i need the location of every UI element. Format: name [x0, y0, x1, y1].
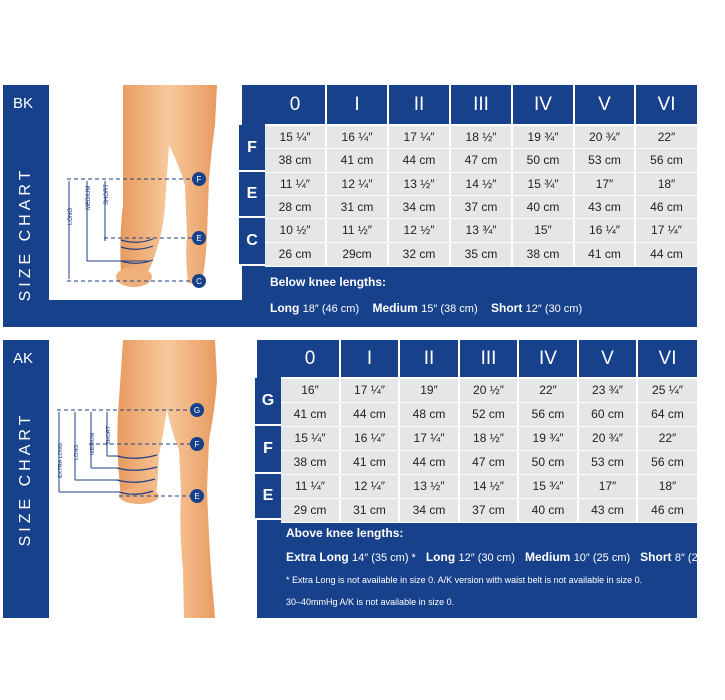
ak-note-compression: 30–40mmHg A/K is not available in size 0.	[286, 597, 455, 607]
table-cell: 17 ¼″	[635, 218, 697, 242]
table-cell: 22″	[637, 426, 697, 450]
bk-short-label: SHORT	[104, 184, 110, 205]
table-cell: 12 ¼″	[340, 474, 399, 498]
table-cell: 38 cm	[265, 148, 326, 172]
table-cell: 11 ¼″	[265, 172, 326, 195]
table-cell: 52 cm	[459, 402, 518, 426]
bk-length-medium-name: Medium	[372, 301, 418, 315]
table-cell: 53 cm	[574, 148, 635, 172]
table-cell: 29cm	[326, 242, 388, 266]
table-cell: 34 cm	[388, 195, 450, 218]
table-cell: 56 cm	[635, 148, 697, 172]
bk-footer-title: Below knee lengths:	[270, 275, 387, 289]
table-cell: 64 cm	[637, 402, 697, 426]
table-cell: 16 ¼″	[340, 426, 399, 450]
ak-marker-g	[190, 403, 204, 417]
table-cell: 40 cm	[518, 498, 578, 522]
ak-col-0: 0	[281, 340, 340, 378]
bk-long-label: LONG	[68, 207, 74, 225]
ak-row-label-f: F	[255, 426, 281, 474]
ak-row-f-imperial	[281, 426, 697, 450]
bk-length-medium-value: 15″ (38 cm)	[421, 303, 478, 315]
ak-header-row	[281, 340, 697, 378]
bk-size-table	[265, 85, 697, 267]
ak-length-extra-long-value: 14″ (35 cm) *	[352, 552, 416, 564]
table-cell: 29 cm	[281, 498, 340, 522]
table-cell: 15″	[512, 218, 574, 242]
bk-row-f-metric	[265, 148, 697, 172]
table-cell: 18 ½″	[459, 426, 518, 450]
table-cell: 44 cm	[388, 148, 450, 172]
bk-leg-illustration	[49, 85, 242, 300]
table-cell: 15 ¾″	[512, 172, 574, 195]
bk-row-label-e: E	[239, 172, 265, 218]
table-cell: 23 ¾″	[578, 378, 637, 402]
table-cell: 50 cm	[512, 148, 574, 172]
table-cell: 16 ¼″	[326, 125, 388, 148]
table-cell: 17 ¼″	[340, 378, 399, 402]
ak-length-extra-long-name: Extra Long	[286, 550, 349, 564]
table-cell: 47 cm	[459, 450, 518, 474]
ak-row-e-imperial	[281, 474, 697, 498]
table-cell: 15 ¾″	[518, 474, 578, 498]
table-cell: 14 ½″	[459, 474, 518, 498]
bk-marker-c	[192, 274, 206, 288]
bk-length-short-name: Short	[490, 301, 523, 315]
table-cell: 20 ¾″	[578, 426, 637, 450]
bk-marker-f	[192, 172, 206, 186]
ak-col-6: VI	[637, 340, 697, 378]
table-cell: 56 cm	[637, 450, 697, 474]
table-cell: 19 ¾″	[512, 125, 574, 148]
table-cell: 41 cm	[574, 242, 635, 266]
bk-col-6: VI	[635, 85, 697, 125]
table-cell: 20 ½″	[459, 378, 518, 402]
table-cell: 16″	[281, 378, 340, 402]
ak-length-short-name: Short	[640, 550, 672, 564]
table-cell: 41 cm	[281, 402, 340, 426]
table-cell: 34 cm	[399, 498, 459, 522]
table-cell: 56 cm	[518, 402, 578, 426]
bk-row-f-imperial	[265, 125, 697, 148]
bk-length-list	[270, 301, 582, 315]
table-cell: 17″	[574, 172, 635, 195]
table-cell: 43 cm	[578, 498, 637, 522]
table-cell: 37 cm	[459, 498, 518, 522]
table-cell: 37 cm	[450, 195, 512, 218]
bk-row-c-imperial	[265, 218, 697, 242]
table-cell: 15 ¼″	[265, 125, 326, 148]
table-cell: 50 cm	[518, 450, 578, 474]
bk-length-long-value: 18″ (46 cm)	[302, 303, 360, 315]
table-cell: 43 cm	[574, 195, 635, 218]
bk-col-4: IV	[512, 85, 574, 125]
ak-col-5: V	[578, 340, 637, 378]
table-cell: 12 ¼″	[326, 172, 388, 195]
ak-row-label-e: E	[255, 474, 281, 520]
table-cell: 19″	[399, 378, 459, 402]
svg-text:C: C	[196, 277, 202, 286]
bk-col-5: V	[574, 85, 635, 125]
bk-lengths-footer	[270, 275, 582, 315]
ak-length-short-value: 8″ (20 cm)	[674, 552, 725, 564]
bk-code: BK	[13, 95, 34, 112]
table-cell: 44 cm	[635, 242, 697, 266]
table-cell: 14 ½″	[450, 172, 512, 195]
ak-row-f-metric	[281, 450, 697, 474]
table-cell: 41 cm	[326, 148, 388, 172]
ak-length-list	[286, 550, 725, 564]
table-cell: 22″	[635, 125, 697, 148]
ak-vertical-title: SIZE CHART	[17, 411, 34, 547]
table-cell: 31 cm	[326, 195, 388, 218]
bk-row-e-imperial	[265, 172, 697, 195]
ak-extra-long-label: EXTRA LONG	[58, 442, 64, 478]
ak-short-label: SHORT	[106, 425, 112, 445]
bk-col-1: I	[326, 85, 388, 125]
table-cell: 18 ½″	[450, 125, 512, 148]
table-cell: 20 ¾″	[574, 125, 635, 148]
table-cell: 47 cm	[450, 148, 512, 172]
table-cell: 19 ¾″	[518, 426, 578, 450]
table-cell: 44 cm	[340, 402, 399, 426]
table-cell: 17 ¼″	[388, 125, 450, 148]
table-cell: 13 ½″	[388, 172, 450, 195]
bk-row-label-f: F	[239, 125, 265, 172]
table-cell: 60 cm	[578, 402, 637, 426]
ak-col-4: IV	[518, 340, 578, 378]
bk-col-3: III	[450, 85, 512, 125]
ak-row-label-g: G	[255, 378, 281, 426]
table-cell: 26 cm	[265, 242, 326, 266]
bk-length-short-value: 12″ (30 cm)	[525, 303, 583, 315]
svg-text:F: F	[196, 175, 202, 184]
ak-col-1: I	[340, 340, 399, 378]
table-cell: 11 ¼″	[281, 474, 340, 498]
table-cell: 13 ½″	[399, 474, 459, 498]
table-cell: 53 cm	[578, 450, 637, 474]
table-cell: 16 ¼″	[574, 218, 635, 242]
ak-side-band	[3, 340, 49, 618]
table-cell: 18″	[637, 474, 697, 498]
ak-row-e-metric	[281, 498, 697, 522]
bk-marker-e	[192, 231, 206, 245]
table-cell: 46 cm	[637, 498, 697, 522]
ak-footer-title: Above knee lengths:	[286, 526, 404, 540]
ak-size-table	[281, 340, 697, 523]
ak-length-medium-value: 10″ (25 cm)	[573, 552, 631, 564]
ak-col-3: III	[459, 340, 518, 378]
ak-lengths-footer	[286, 526, 725, 607]
ak-col-2: II	[399, 340, 459, 378]
ak-note-extra-long: * Extra Long is not available in size 0. A/K version with waist belt is not available in size 0.	[286, 575, 643, 585]
ak-row-g-imperial	[281, 378, 697, 402]
table-cell: 46 cm	[635, 195, 697, 218]
table-cell: 28 cm	[265, 195, 326, 218]
bk-col-2: II	[388, 85, 450, 125]
table-cell: 11 ½″	[326, 218, 388, 242]
table-cell: 17 ¼″	[399, 426, 459, 450]
ak-marker-e	[190, 489, 204, 503]
ak-leg-illustration	[49, 340, 257, 618]
ak-medium-label: MEDIUM	[90, 432, 96, 455]
ak-size-chart-panel	[3, 340, 725, 618]
bk-row-label-c: C	[239, 218, 265, 266]
table-cell: 38 cm	[512, 242, 574, 266]
ak-length-medium-name: Medium	[525, 550, 571, 564]
table-cell: 18″	[635, 172, 697, 195]
bk-vertical-title: SIZE CHART	[17, 166, 34, 302]
bk-col-0: 0	[265, 85, 326, 125]
table-cell: 13 ¾″	[450, 218, 512, 242]
bk-length-long-name: Long	[270, 301, 300, 315]
svg-text:F: F	[194, 440, 200, 449]
table-cell: 38 cm	[281, 450, 340, 474]
table-cell: 31 cm	[340, 498, 399, 522]
ak-length-long-value: 12″ (30 cm)	[458, 552, 515, 564]
table-cell: 15 ¼″	[281, 426, 340, 450]
ak-marker-f	[190, 437, 204, 451]
table-cell: 12 ½″	[388, 218, 450, 242]
svg-text:E: E	[196, 234, 202, 243]
bk-header-row	[265, 85, 697, 125]
table-cell: 48 cm	[399, 402, 459, 426]
table-cell: 22″	[518, 378, 578, 402]
table-cell: 10 ½″	[265, 218, 326, 242]
ak-code: AK	[13, 350, 34, 367]
bk-size-chart-panel	[3, 85, 697, 327]
bk-legs-shape	[116, 85, 217, 287]
table-cell: 41 cm	[340, 450, 399, 474]
ak-long-label: LONG	[74, 444, 80, 460]
table-cell: 17″	[578, 474, 637, 498]
svg-text:E: E	[194, 492, 200, 501]
bk-row-c-metric	[265, 242, 697, 266]
bk-medium-label: MEDIUM	[86, 185, 92, 210]
table-cell: 44 cm	[399, 450, 459, 474]
table-cell: 40 cm	[512, 195, 574, 218]
ak-length-long-name: Long	[425, 550, 456, 564]
ak-row-g-metric	[281, 402, 697, 426]
bk-row-e-metric	[265, 195, 697, 218]
svg-text:G: G	[193, 406, 201, 415]
table-cell: 32 cm	[388, 242, 450, 266]
table-cell: 35 cm	[450, 242, 512, 266]
bk-side-band	[3, 85, 49, 327]
table-cell: 25 ¼″	[637, 378, 697, 402]
ak-legs-shape	[117, 340, 217, 618]
